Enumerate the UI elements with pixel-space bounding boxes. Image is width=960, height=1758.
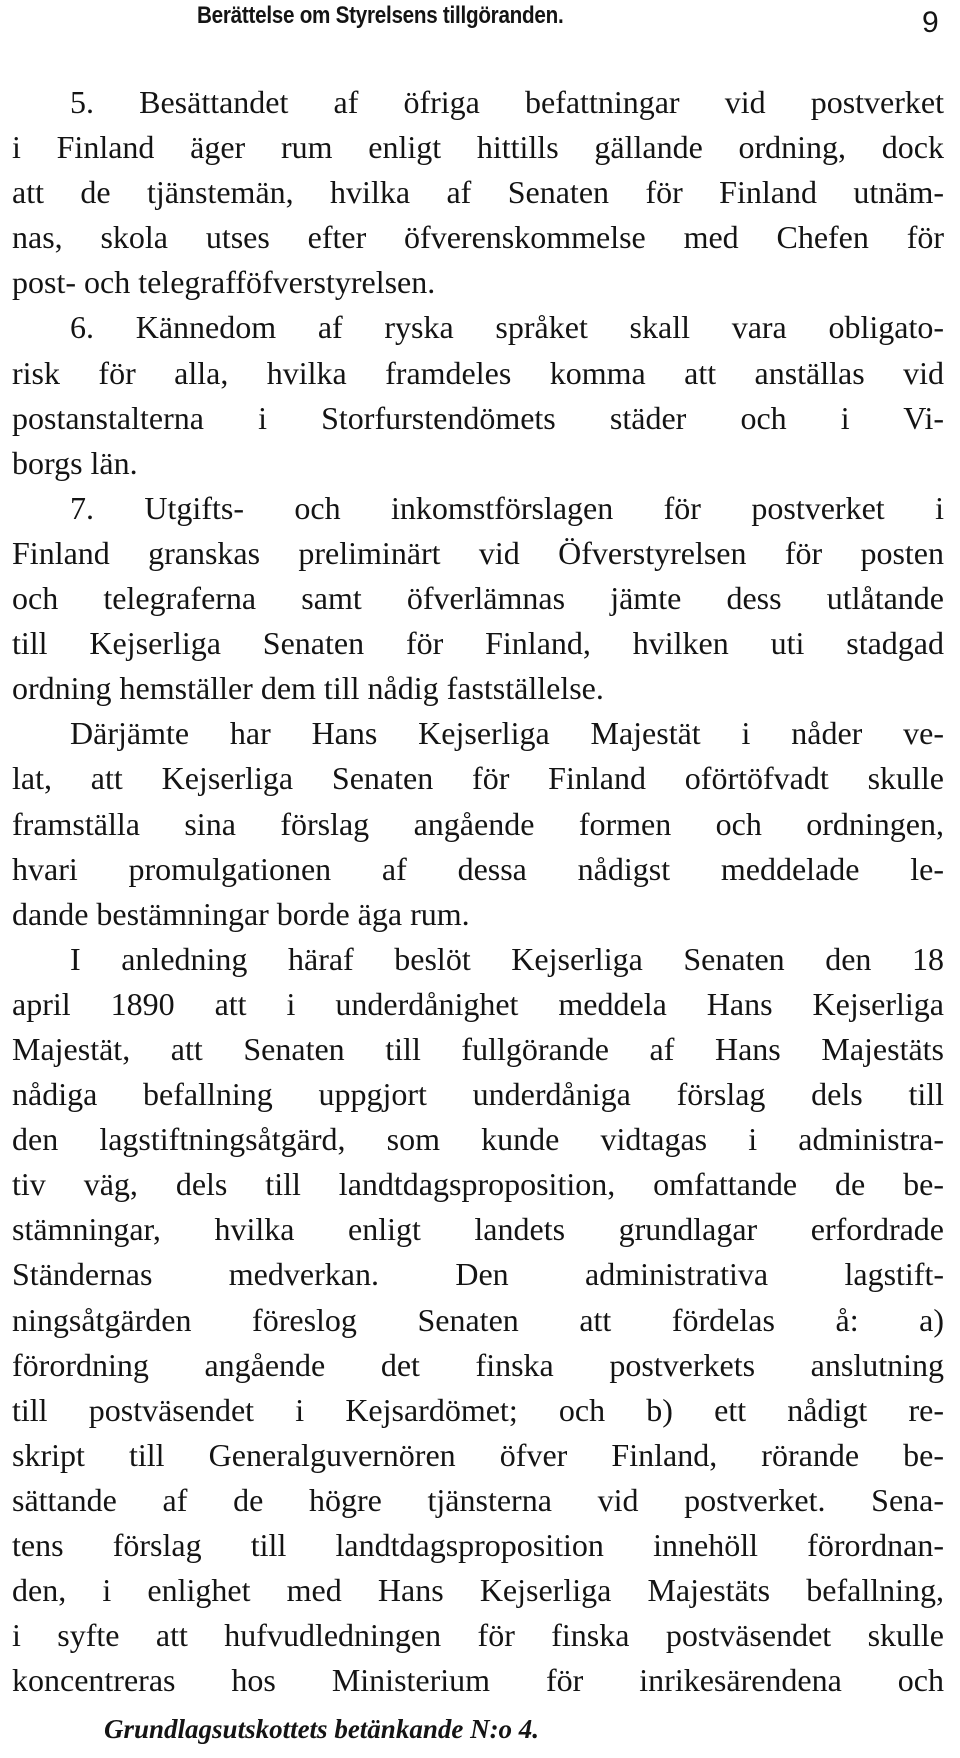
paragraph-line: tiv väg, dels till landtdagsproposition, omfattande de be- bbox=[12, 1168, 944, 1203]
paragraph-line: nas, skola utses efter öfverenskommelse med Chefen för bbox=[12, 221, 944, 256]
paragraph-line: skript till Generalguvernören öfver Finland, rörande be- bbox=[12, 1438, 944, 1473]
paragraph-line: i Finland äger rum enligt hittills gällande ordning, dock bbox=[12, 131, 944, 166]
running-head bbox=[0, 2, 960, 42]
body-text bbox=[12, 86, 944, 1709]
paragraph-line: postanstalterna i Storfurstendömets städer och i Vi- bbox=[12, 401, 944, 436]
paragraph-line: Majestät, att Senaten till fullgörande af Hans Majestäts bbox=[12, 1032, 944, 1067]
paragraph-line: april 1890 att i underdånighet meddela Hans Kejserliga bbox=[12, 987, 944, 1022]
paragraph-line: 7. Utgifts- och inkomstförslagen för postverket i bbox=[70, 491, 944, 526]
paragraph-line: och telegraferna samt öfverlämnas jämte dess utlåtande bbox=[12, 582, 944, 617]
paragraph-line: nådiga befallning uppgjort underdåniga förslag dels till bbox=[12, 1078, 944, 1113]
paragraph-line: till postväsendet i Kejsardömet; och b) ett nådigt re- bbox=[12, 1393, 944, 1428]
paragraph-line: den lagstiftningsåtgärd, som kunde vidtagas i administra- bbox=[12, 1123, 944, 1158]
paragraph-line: ordning hemställer dem till nådig fastställelse. bbox=[12, 672, 604, 707]
page-number: 9 bbox=[922, 6, 939, 39]
paragraph-line: 6. Kännedom af ryska språket skall vara obligato- bbox=[70, 311, 944, 346]
paragraph-line: till Kejserliga Senaten för Finland, hvilken uti stadgad bbox=[12, 627, 944, 662]
paragraph-line: stämningar, hvilka enligt landets grundlagar erfordrade bbox=[12, 1213, 944, 1248]
paragraph-line: hvari promulgationen af dessa nådigst meddelade le- bbox=[12, 852, 944, 887]
paragraph-line: att de tjänstemän, hvilka af Senaten för Finland utnäm- bbox=[12, 176, 944, 211]
paragraph-line: framställa sina förslag angående formen och ordningen, bbox=[12, 807, 944, 842]
paragraph-line: 5. Besättandet af öfriga befattningar vid postverket bbox=[70, 86, 944, 120]
paragraph-line: borgs län. bbox=[12, 446, 138, 481]
paragraph-line: sättande af de högre tjänsterna vid postverket. Sena- bbox=[12, 1483, 944, 1518]
paragraph-line: i syfte att hufvudledningen för finska postväsendet skulle bbox=[12, 1619, 944, 1654]
paragraph-line: dande bestämningar borde äga rum. bbox=[12, 897, 470, 932]
paragraph-line: Finland granskas preliminärt vid Öfverstyrelsen för posten bbox=[12, 536, 944, 571]
paragraph-line: risk för alla, hvilka framdeles komma att anställas vid bbox=[12, 356, 944, 391]
paragraph-line: den, i enlighet med Hans Kejserliga Majestäts befallning, bbox=[12, 1574, 944, 1609]
paragraph-line: lat, att Kejserliga Senaten för Finland oförtöfvadt skulle bbox=[12, 762, 944, 797]
paragraph-line: tens förslag till landtdagsproposition innehöll förordnan- bbox=[12, 1529, 944, 1563]
footer-signature: Grundlagsutskottets betänkande N:o 4. bbox=[104, 1714, 540, 1744]
paragraph-line: I anledning häraf beslöt Kejserliga Senaten den 18 bbox=[70, 942, 944, 977]
running-head-title: Berättelse om Styrelsens tillgöranden. bbox=[197, 2, 564, 29]
paragraph-line: post- och telegrafföfverstyrelsen. bbox=[12, 266, 436, 301]
paragraph-line: Därjämte har Hans Kejserliga Majestät i nåder ve- bbox=[70, 717, 944, 752]
paragraph-line: Ständernas medverkan. Den administrativa lagstift- bbox=[12, 1258, 944, 1293]
paragraph-line: koncentreras hos Ministerium för inrikesärendena och bbox=[12, 1664, 944, 1699]
paragraph-line: förordning angående det finska postverkets anslutning bbox=[12, 1348, 944, 1383]
paragraph-line: ningsåtgärden föreslog Senaten att fördelas å: a) bbox=[12, 1303, 944, 1338]
